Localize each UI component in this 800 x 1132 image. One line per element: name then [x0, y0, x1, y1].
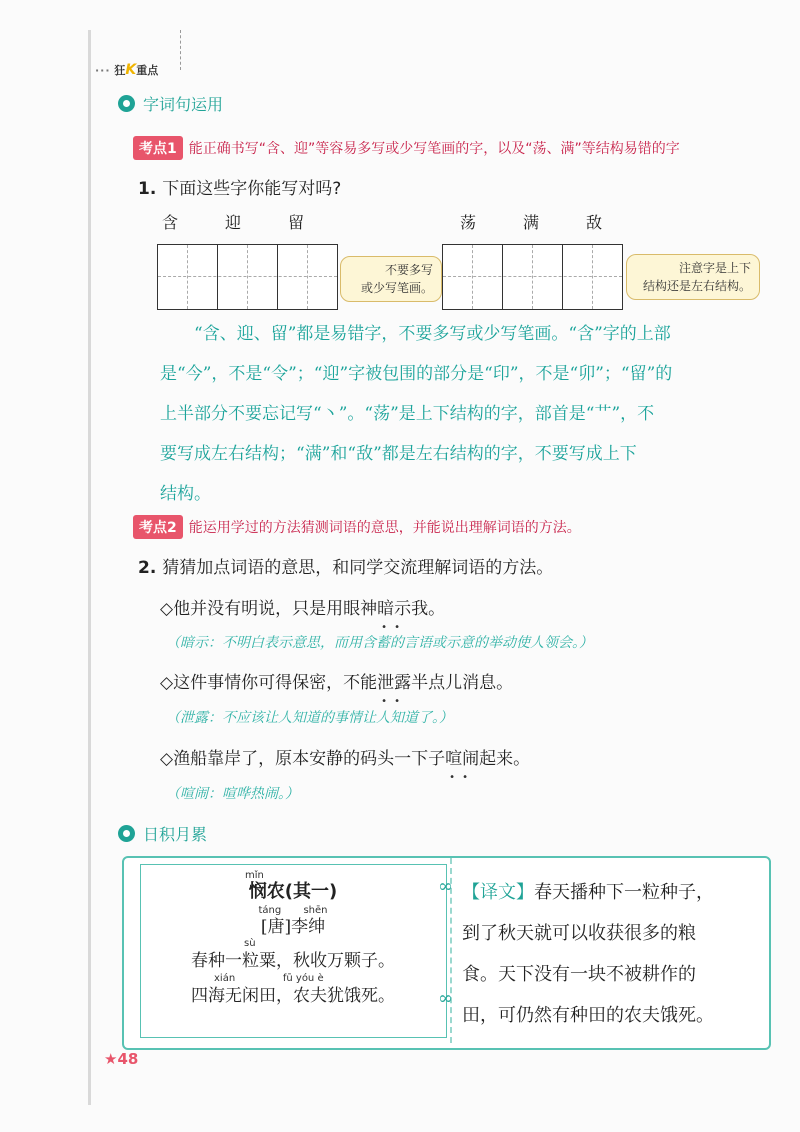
chars-left: 含 迎 留: [162, 213, 305, 232]
question-2: 2. 猜猜加点词语的意思，和同学交流理解词语的方法。: [138, 558, 554, 578]
writing-grid-left[interactable]: [157, 244, 338, 310]
key-point-text: 能运用学过的方法猜测词语的意思，并能说出理解词语的方法。: [188, 520, 581, 536]
key-point-text: 能正确书写“含、迎”等容易多写或少写笔画的字，以及“荡、满”等结构易错的字: [188, 141, 680, 157]
page-number: ★48: [104, 1050, 139, 1068]
key-point-2: [133, 515, 765, 539]
flower-icon: [118, 95, 135, 112]
writing-grid-right[interactable]: [442, 244, 623, 310]
poem-author: [唐]李绅: [260, 917, 326, 937]
binder-ring-icon: ∞: [438, 876, 453, 897]
key-point-tag: 考点1: [133, 136, 183, 160]
question-1: 1. 下面这些字你能写对吗?: [138, 179, 342, 199]
tip-note-structure: 注意字是上下 结构还是左右结构。: [626, 254, 760, 300]
binder-ring-icon: ∞: [438, 988, 453, 1009]
handwritten-answer-3: （喧闹：喧哗热闹。）: [166, 786, 299, 802]
poem-title: 悯农(其一): [248, 881, 338, 902]
section-heading-daily-accumulation: 日积月累: [118, 822, 207, 845]
dotted-word: 暗示 • •: [377, 599, 411, 619]
poem-line-2: 四海无闲田，农夫犹饿死。: [191, 986, 395, 1006]
poem-line-1: 春种一粒粟，秋收万颗子。: [191, 951, 395, 971]
binding-rule: [88, 30, 91, 1105]
key-point-tag: 考点2: [133, 515, 183, 539]
brand-logo: ··· 狂K重点: [95, 62, 159, 78]
translation-label: 【译文】: [462, 882, 534, 903]
star-icon: ★: [104, 1050, 118, 1068]
key-point-1: [133, 136, 765, 160]
poem: mǐn 悯农(其一) táng shēn [唐]李绅 sù 春种一粒粟，秋收万颗子。 xián fū yóu è 四海无闲田，农夫犹饿死。: [143, 870, 443, 1008]
section-heading-word-usage: 字词句运用: [118, 92, 223, 115]
answer-q1: “含、迎、留”都是易错字，不要多写或少写笔画。“含”字的上部 是“今”，不是“令”；“迎”字被包围的部分是“印”，不是“卯”；“留”的 上半部分不要忘记写“丶”。“荡”是上下结构的字，部首是“艹”，不 要写成左右结构；“满”和“敌”都是左右结构的字，不要写成上下 结构。: [160, 324, 673, 504]
vocab-item-2: ◇这件事情你可得保密，不能泄露 • •半点儿消息。: [160, 668, 513, 693]
chars-right: 荡 满 敌: [460, 213, 603, 232]
vocab-item-1: ◇他并没有明说，只是用眼神暗示 • •我。: [160, 594, 445, 619]
handwritten-answer-2: （泄露：不应该让人知道的事情让人知道了。）: [166, 710, 453, 726]
handwritten-answer-1: （暗示：不明白表示意思，而用含蓄的言语或示意的举动使人领会。）: [166, 635, 593, 651]
dotted-word: 喧闹 • •: [445, 749, 479, 769]
tip-note-strokes: 不要多写 或少写笔画。: [340, 256, 442, 302]
translation: 【译文】春天播种下一粒种子， 到了秋天就可以收获很多的粮 食。天下没有一块不被耕作的 田，可仍然有种田的农夫饿死。: [462, 882, 714, 1026]
dashed-marker: [180, 30, 181, 70]
flower-icon: [118, 825, 135, 842]
dotted-word: 泄露 • •: [377, 673, 411, 693]
vocab-item-3: ◇渔船靠岸了，原本安静的码头一下子喧闹 • •起来。: [160, 744, 530, 769]
